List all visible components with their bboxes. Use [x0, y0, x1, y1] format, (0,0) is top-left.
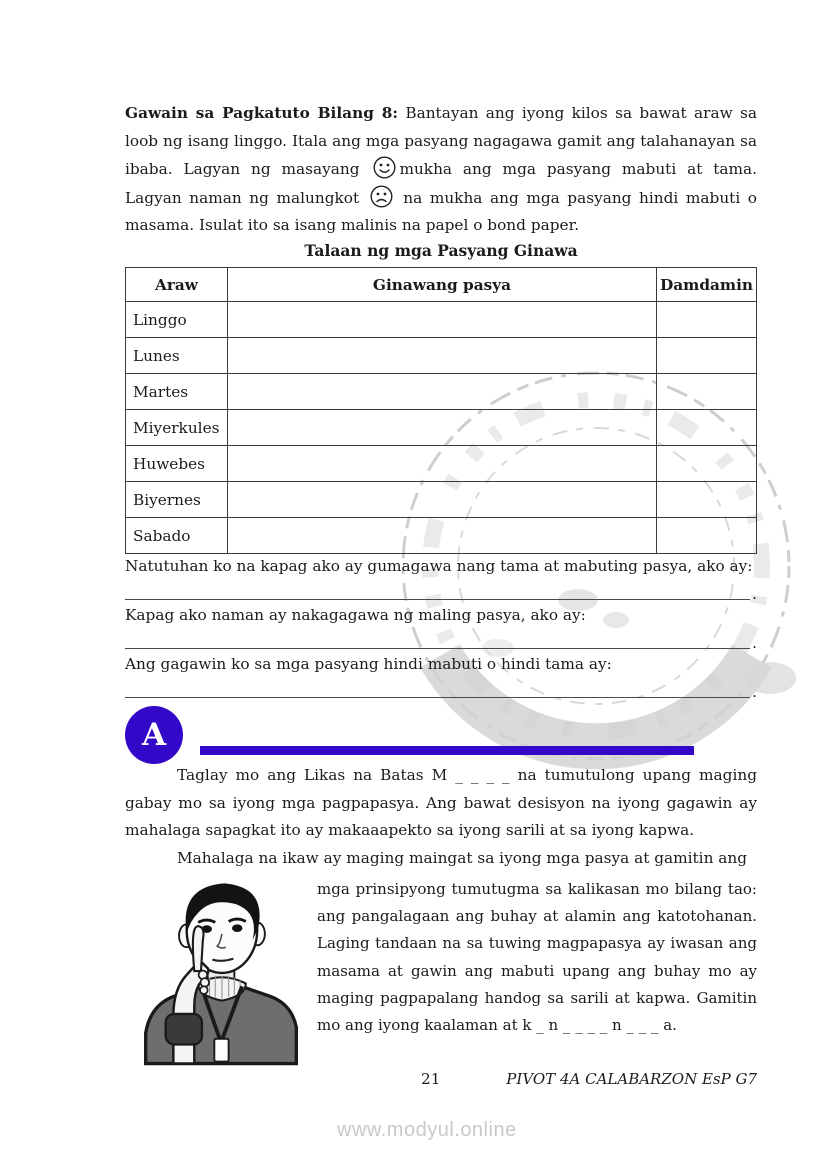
intro-text-1: Bantayan ang iyong kilos sa bawat araw sa loob ng isang linggo. Itala ang mga pasyang nagagawa gamit ang talahanayan sa ibaba. Lagyan ng masayang	[125, 104, 757, 178]
section-letter: A	[141, 717, 167, 753]
figure-and-text-row	[125, 876, 757, 1072]
blank-rule	[125, 599, 750, 600]
section-divider-line	[200, 746, 694, 755]
table-row	[126, 410, 757, 446]
header-ginawang-pasya: Ginawang pasya	[227, 268, 656, 302]
happy-face-icon	[372, 155, 397, 180]
blank-suffix: .	[752, 634, 757, 652]
entry-cell	[227, 410, 656, 446]
thinking-person-illustration	[139, 876, 303, 1068]
entry-cell	[227, 374, 656, 410]
table-row	[126, 446, 757, 482]
pasya-table	[125, 267, 757, 554]
entry-cell	[227, 446, 656, 482]
day-cell: Miyerkules	[126, 410, 228, 446]
day-cell: Lunes	[126, 338, 228, 374]
feeling-cell	[657, 518, 757, 554]
reflection-prompt: Kapag ako naman ay nakagagawa ng maling pasya, ako ay:	[125, 606, 586, 624]
day-cell: Sabado	[126, 518, 228, 554]
day-cell: Biyernes	[126, 482, 228, 518]
feeling-cell	[657, 374, 757, 410]
intro-text-2: mukha ang mga pasyang mabuti at tama. Lagyan naman ng malungkot	[125, 160, 758, 207]
body-paragraph-1: Taglay mo ang Likas na Batas M _ _ _ _ na tumutulong upang maging gabay mo sa iyong mga pagpapasya. Ang bawat desisyon na iyong gagawin ay mahalaga sapagkat ito ay makaaapekto sa iyong sarili at sa iyong kapwa.	[125, 766, 757, 839]
table-header-row	[126, 268, 757, 302]
site-watermark: www.modyul.online	[337, 1119, 517, 1141]
reflection-section	[125, 554, 757, 701]
entry-cell	[227, 482, 656, 518]
feeling-cell	[657, 302, 757, 338]
blank-suffix: .	[752, 683, 757, 701]
blank-suffix: .	[752, 585, 757, 603]
edition-label: PIVOT 4A CALABARZON EsP G7	[506, 1070, 757, 1088]
body-paragraph-2-continued: mga prinsipyong tumutugma sa kalikasan mo bilang tao: ang pangalagaan ang buhay at alamin ang katotohanan. Laging tandaan na sa tuwing magpapasya ay iwasan ang masama at gawin ang mabuti upang ang buhay mo ay maging pagpapalang handog sa sarili at kapwa. Gamitin mo ang iyong kaalaman at k _ n _ _ _ _ n _ _ _ a.	[317, 880, 757, 1035]
entry-cell	[227, 302, 656, 338]
table-row	[126, 338, 757, 374]
activity-number-label: Gawain sa Pagkatuto Bilang 8:	[125, 104, 398, 122]
table-row	[126, 374, 757, 410]
blank-rule	[125, 648, 750, 649]
feeling-cell	[657, 338, 757, 374]
table-row	[126, 482, 757, 518]
table-title: Talaan ng mga Pasyang Ginawa	[304, 241, 578, 260]
day-cell: Martes	[126, 374, 228, 410]
day-cell: Huwebes	[126, 446, 228, 482]
page-footer	[125, 1070, 757, 1092]
day-cell: Linggo	[126, 302, 228, 338]
body-paragraphs	[125, 762, 757, 872]
intro-text-3: na mukha ang mga pasyang hindi mabuti o masama. Isulat ito sa isang malinis na papel o bond paper.	[125, 188, 757, 234]
entry-cell	[227, 338, 656, 374]
feeling-cell	[657, 446, 757, 482]
section-a-badge	[125, 706, 183, 764]
intro-paragraph	[125, 100, 757, 240]
feeling-cell	[657, 410, 757, 446]
header-damdamin: Damdamin	[657, 268, 757, 302]
write-line	[125, 677, 757, 701]
write-line	[125, 628, 757, 652]
entry-cell	[227, 518, 656, 554]
reflection-prompt: Natutuhan ko na kapag ako ay gumagawa nang tama at mabuting pasya, ako ay:	[125, 557, 753, 575]
table-row	[126, 302, 757, 338]
body-paragraph-2-start: Mahalaga na ikaw ay maging maingat sa iyong mga pasya at gamitin ang	[177, 848, 748, 867]
figure-box	[125, 876, 303, 1072]
table-row	[126, 518, 757, 554]
page-number: 21	[421, 1070, 441, 1088]
reflection-prompt: Ang gagawin ko sa mga pasyang hindi mabuti o hindi tama ay:	[125, 655, 612, 673]
blank-rule	[125, 697, 750, 698]
feeling-cell	[657, 482, 757, 518]
sad-face-icon	[369, 184, 394, 209]
write-line	[125, 579, 757, 603]
header-araw: Araw	[126, 268, 228, 302]
